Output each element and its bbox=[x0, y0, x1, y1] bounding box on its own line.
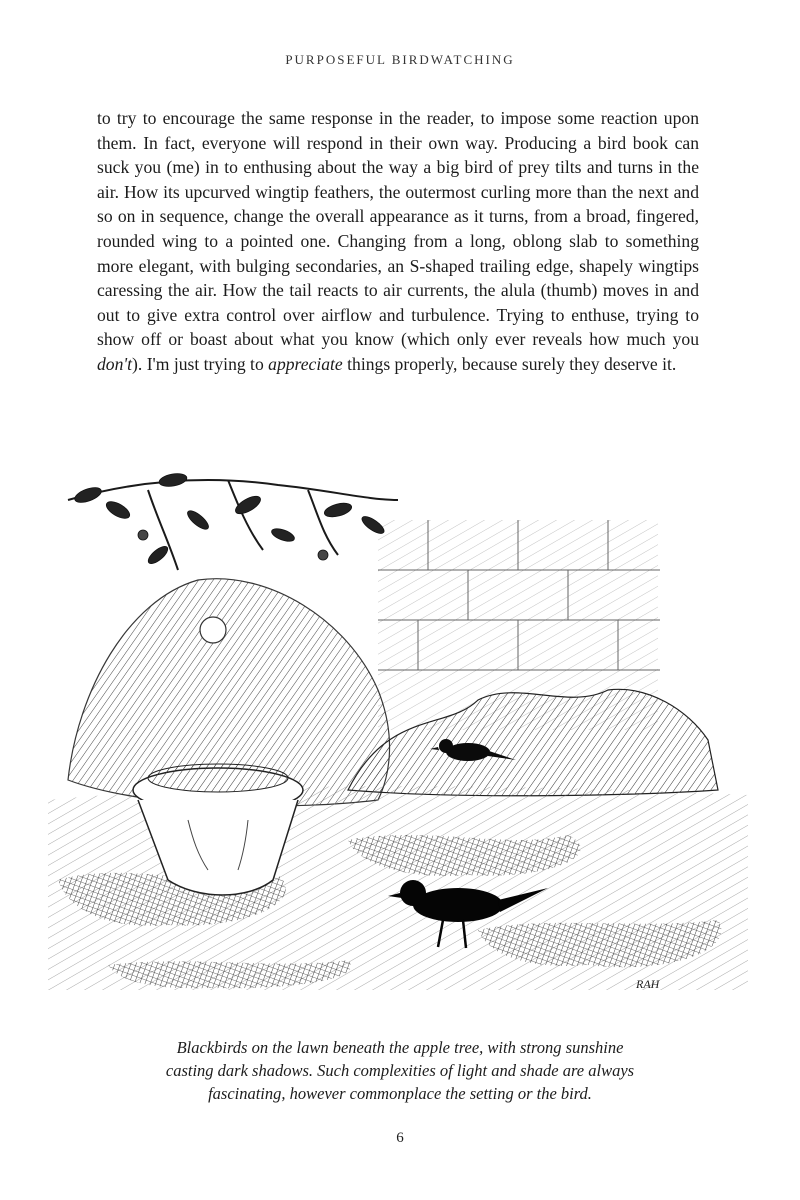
rose-flower bbox=[200, 617, 226, 643]
artist-signature: RAH bbox=[636, 977, 660, 991]
body-paragraph bbox=[97, 106, 699, 377]
caption-line-2: casting dark shadows. Such complexities of light and shade are always bbox=[165, 1061, 635, 1080]
figure-caption bbox=[100, 1036, 700, 1105]
blackbirds-illustration bbox=[48, 460, 748, 1020]
body-text-segment-3: things properly, because surely they deserve it. bbox=[342, 353, 677, 374]
caption-line-3: fascinating, however commonplace the setting or the bird. bbox=[208, 1084, 592, 1103]
body-text-segment-2: ). I'm just trying to bbox=[132, 353, 269, 374]
caption-line-1: Blackbirds on the lawn beneath the apple tree, with strong sunshine bbox=[176, 1038, 624, 1057]
body-text-segment-1: to try to encourage the same response in the reader, to impose some reaction upon them. In fact, everyone will respond in their own way. Producing a bird book can suck you (me) in to enthusing about the way a big bird of prey tilts and turns in the air. How its upcurved wingtip feathers, the outermost curling more than the next and so on in sequence, change the overall appearance as it turns, from a broad, fingered, rounded wing to a pointed one. Changing from a long, oblong slab to something more elegant, with bulging secondaries, an S-shaped trailing edge, shapely wingtips caressing the air. How the tail reacts to air currents, the alula (thumb) moves in and out to give extra control over airflow and turbulence. Trying to enthuse, trying to show off or boast about what you know (which only ever reveals how much you bbox=[97, 108, 699, 350]
apple-tree-branches bbox=[68, 480, 398, 570]
running-head: PURPOSEFUL BIRDWATCHING bbox=[285, 52, 515, 67]
page-number: 6 bbox=[396, 1130, 404, 1146]
body-emphasis-dont: don't bbox=[97, 353, 133, 374]
body-emphasis-appreciate: appreciate bbox=[268, 353, 343, 374]
